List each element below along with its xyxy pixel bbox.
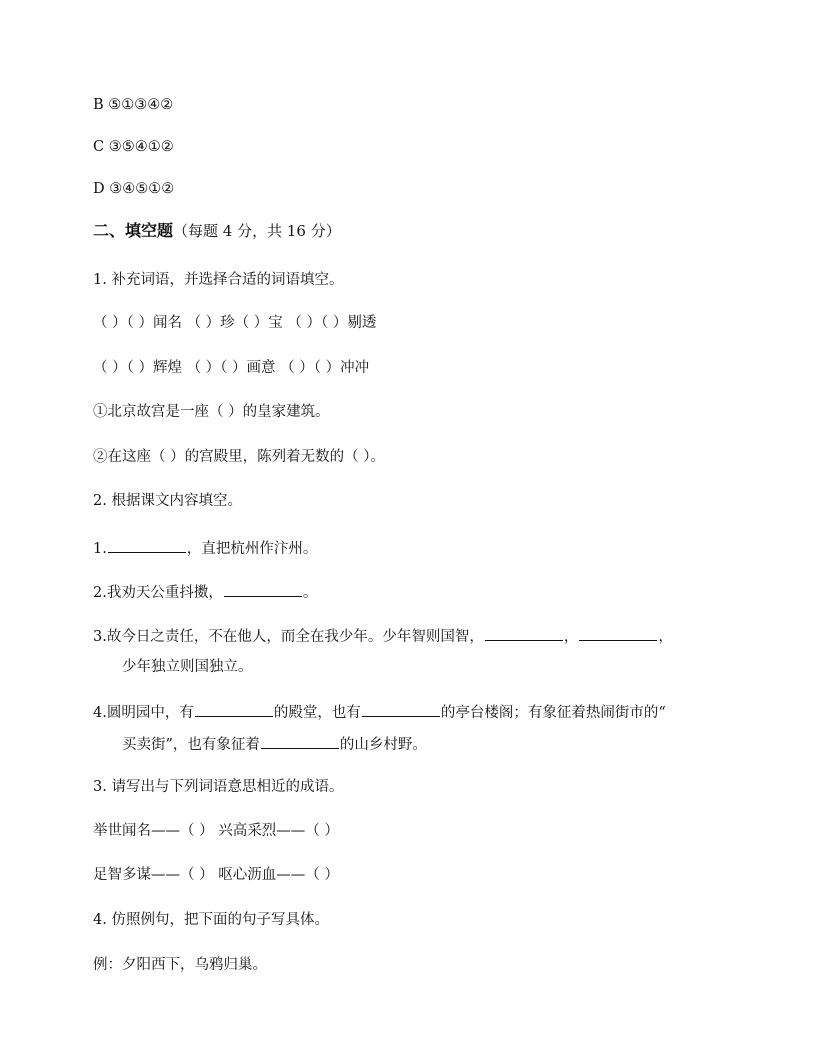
q2-item-4-pre: 4.圆明园中，有 bbox=[93, 705, 194, 721]
q2-item-2-post: 。 bbox=[302, 585, 318, 601]
q2-item-1-pre: 1. bbox=[93, 541, 107, 557]
q2-item-4-cont-post: 的山乡村野。 bbox=[339, 737, 427, 753]
q2-item-2 bbox=[93, 581, 317, 603]
q2-item-1-post: ，直把杭州作汴州。 bbox=[186, 541, 318, 557]
fill-blank[interactable] bbox=[108, 537, 186, 553]
q2-item-3-post: ， bbox=[658, 629, 673, 645]
fill-blank[interactable] bbox=[195, 701, 273, 717]
q3-prompt: 3. 请写出与下列词语意思相近的成语。 bbox=[93, 779, 344, 795]
q1-sentence-1: ①北京故宫是一座（ ）的皇家建筑。 bbox=[93, 404, 330, 420]
option-c: C ③⑤④①② bbox=[93, 139, 174, 155]
q2-item-1 bbox=[93, 537, 317, 559]
q2-item-4-mid: 的殿堂，也有 bbox=[273, 705, 361, 721]
q4-prompt: 4. 仿照例句，把下面的句子写具体。 bbox=[93, 912, 329, 928]
q2-item-3 bbox=[93, 625, 673, 647]
fill-blank[interactable] bbox=[362, 701, 440, 717]
q3-row-2: 足智多谋——（ ） 呕心沥血——（ ） bbox=[93, 867, 339, 883]
fill-blank[interactable] bbox=[485, 625, 563, 641]
fill-blank[interactable] bbox=[579, 625, 657, 641]
q2-item-2-pre: 2.我劝天公重抖擞， bbox=[93, 585, 223, 601]
q2-item-4-post: 的亭台楼阁；有象征着热闹街市的“ bbox=[440, 705, 666, 721]
option-b: B ⑤①③④② bbox=[93, 97, 174, 113]
q2-item-4-continued bbox=[122, 733, 427, 755]
q4-example: 例：夕阳西下，乌鸦归巢。 bbox=[93, 957, 267, 973]
q1-word-row-2: （ ）（ ）辉煌 （ ）（ ）画意 （ ）（ ）冲冲 bbox=[93, 360, 370, 376]
fill-blank[interactable] bbox=[224, 581, 302, 597]
q2-item-4-cont-pre: 买卖街”，也有象征着 bbox=[122, 737, 260, 753]
section-note: （每题 4 分，共 16 分） bbox=[173, 222, 341, 240]
q2-item-4 bbox=[93, 701, 666, 723]
q2-prompt: 2. 根据课文内容填空。 bbox=[93, 493, 242, 509]
option-d: D ③④⑤①② bbox=[93, 181, 175, 197]
q2-item-3-continued: 少年独立则国独立。 bbox=[122, 659, 253, 675]
q1-prompt: 1. 补充词语，并选择合适的词语填空。 bbox=[93, 272, 344, 288]
q2-item-3-pre: 3.故今日之责任，不在他人，而全在我少年。少年智则国智， bbox=[93, 629, 484, 645]
q1-sentence-2: ②在这座（ ）的宫殿里，陈列着无数的（ ）。 bbox=[93, 449, 385, 465]
q3-row-1: 举世闻名——（ ） 兴高采烈——（ ） bbox=[93, 823, 339, 839]
fill-blank[interactable] bbox=[261, 733, 339, 749]
q1-word-row-1: （ ）（ ）闻名 （ ）珍（ ）宝 （ ）（ ）剔透 bbox=[93, 315, 377, 331]
q2-item-3-mid: ， bbox=[563, 629, 579, 645]
section-heading bbox=[93, 221, 341, 241]
section-title: 二、填空题 bbox=[93, 221, 174, 240]
